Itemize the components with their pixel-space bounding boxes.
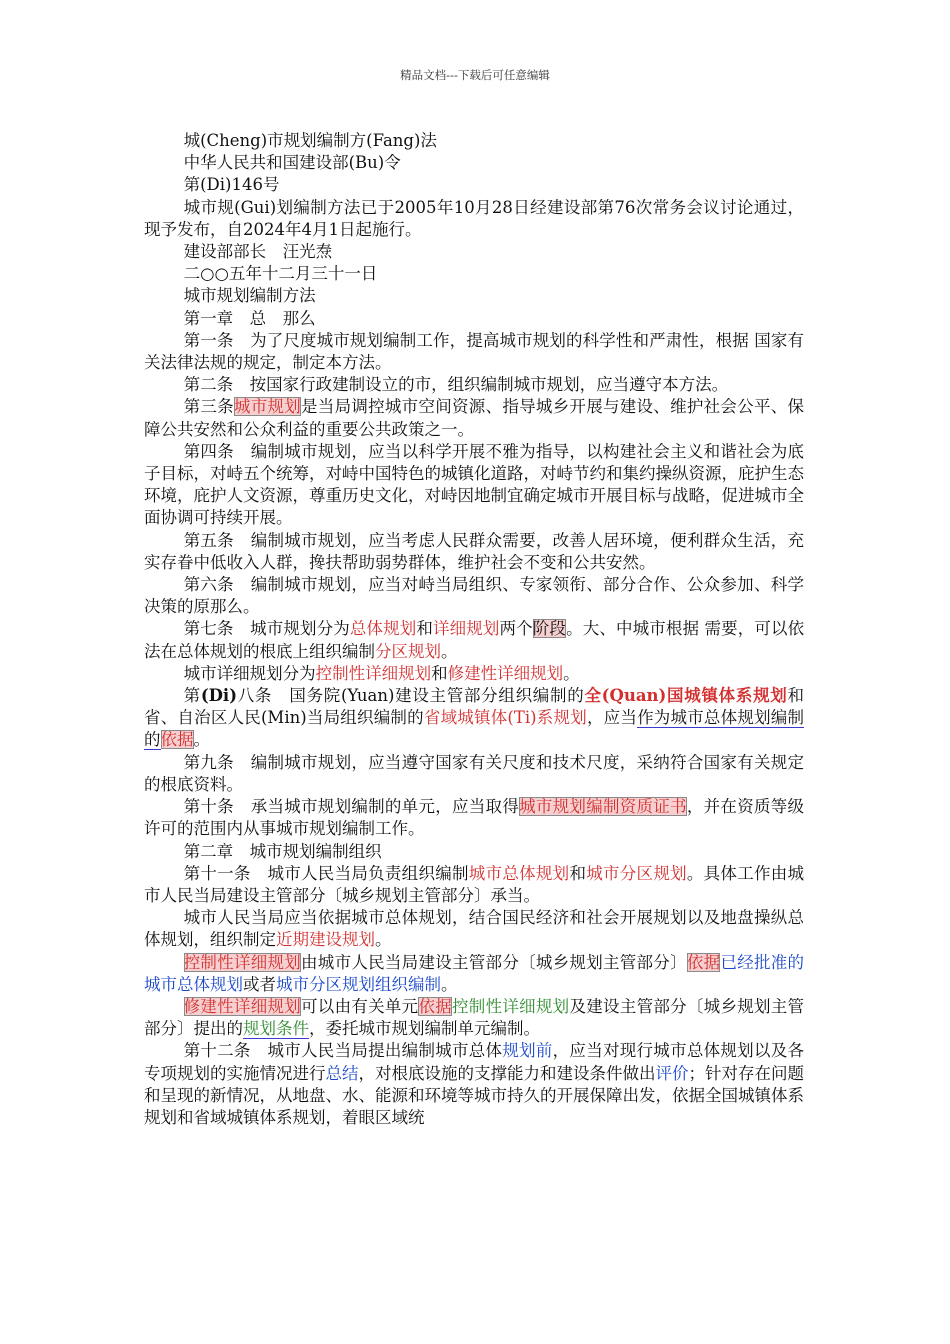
highlight-box: 控制性详细规划 bbox=[183, 952, 302, 972]
red-term: 城市总体规划 bbox=[468, 863, 570, 883]
article-3 bbox=[144, 396, 804, 440]
article-4: 第四条 编制城市规划，应当以科学开展不雅为指导，以构建社会主义和谐社会为底子目标，对峙五个统筹，对峙中国特色的城镇化道路，对峙节约和集约操纵资源，庇护生态环境，庇护人文资源，尊重历史文化，对峙因地制宜确定城市开展目标与战略，促进城市全面协调可持续开展。 bbox=[144, 441, 804, 528]
article-1: 第一条 为了尺度城市规划编制工作，提高城市规划的科学性和严肃性，根据 国家有关法律法规的规定，制定本方法。 bbox=[144, 330, 804, 373]
red-term: 全(Quan)国城镇体系规划 bbox=[584, 686, 788, 706]
text-run: ，委托城市规划编制单元编制。 bbox=[309, 1019, 540, 1039]
text-run: 。大、中城市根据 需要，可以依法在总体规划的根底上组织编制 bbox=[144, 619, 805, 661]
text-run: 。 bbox=[563, 663, 580, 683]
text-run: 八条 国务院(Yuan)建设主管部分组织编制的 bbox=[237, 686, 585, 706]
text-run: 。 bbox=[375, 930, 392, 950]
text-run: 。具体工作由城市人民当局建设主管部分〔城乡规划主管部分〕承当。 bbox=[144, 863, 805, 905]
text-run: 和 bbox=[569, 863, 587, 883]
highlight-box: 依据 bbox=[160, 730, 194, 750]
green-term: 规划条件 bbox=[243, 1019, 309, 1039]
chapter-heading: 第二章 城市规划编制组织 bbox=[183, 841, 382, 861]
article-7-detail bbox=[144, 663, 804, 685]
article-11-c bbox=[144, 952, 804, 996]
text-run: 。 bbox=[441, 974, 458, 994]
article-11 bbox=[144, 863, 804, 907]
article-2: 第二条 按国家行政建制设立的市，组织编制城市规划，应当遵守本方法。 bbox=[183, 375, 729, 395]
text-run: 由城市人民当局建设主管部分〔城乡规划主管部分〕 bbox=[301, 952, 687, 972]
red-term: 总体规划 bbox=[349, 619, 417, 639]
page-header: 精品文档---下载后可任意编辑 bbox=[400, 68, 550, 82]
green-term: 控制性详细规划 bbox=[452, 996, 570, 1016]
article-9: 第九条 编制城市规划，应当遵守国家有关尺度和技术尺度，采纳符合国家有关规定的根底资料。 bbox=[144, 752, 804, 794]
blue-term: 评价 bbox=[655, 1063, 689, 1083]
signer: 建设部部长 汪光焘 bbox=[183, 242, 333, 262]
text-run: 第十一条 城市人民当局负责组织编制 bbox=[183, 863, 469, 883]
text-run: 城市人民当局应当依据城市总体规划，结合国民经济和社会开展规划以及地盘操纵总体规划，组织制定 bbox=[144, 908, 804, 950]
red-term: 近期建设规划 bbox=[276, 930, 375, 950]
article-5: 第五条 编制城市规划，应当考虑人民群众需要，改善人居环境，便利群众生活，充实存眷中低收入人群，搀扶帮助弱势群体，维护社会不变和公共安然。 bbox=[144, 530, 804, 572]
highlight-box: 阶段 bbox=[532, 619, 567, 639]
text-run: 城市详细规划分为 bbox=[183, 663, 316, 683]
article-10 bbox=[144, 796, 804, 840]
doc-title: 城市规划编制方法 bbox=[183, 286, 316, 306]
document-body bbox=[144, 130, 804, 1129]
red-term: 分区规划 bbox=[375, 641, 441, 661]
intro-paragraph: 城市规(Gui)划编制方法已于2005年10月28日经建设部第76次常务会议讨论通过，现予发布，自2024年4月1日起施行。 bbox=[144, 197, 804, 239]
article-11-b bbox=[144, 907, 804, 951]
article-12 bbox=[144, 1040, 804, 1129]
text-run: 第十条 承当城市规划编制的单元，应当取得 bbox=[183, 797, 520, 817]
text-run: ，并在资质等级许可的范围内从事城市规划编制工作。 bbox=[144, 797, 805, 839]
text-run: 或者 bbox=[243, 974, 276, 994]
article-11-d bbox=[144, 996, 804, 1040]
red-term: 城市分区规划 bbox=[586, 863, 687, 883]
chapter-heading: 第一章 总 那么 bbox=[183, 308, 316, 328]
text-run: 及建设主管部分〔城乡规划主管部分〕提出的 bbox=[144, 996, 805, 1039]
article-8 bbox=[144, 685, 804, 752]
article-7 bbox=[144, 618, 804, 662]
article-6: 第六条 编制城市规划，应当对峙当局组织、专家领衔、部分合作、公众参加、科学决策的原那么。 bbox=[144, 575, 804, 617]
blue-term: 规划前 bbox=[502, 1041, 553, 1061]
text-run: (Di) bbox=[200, 686, 238, 706]
highlight-box: 城市规划 bbox=[233, 397, 302, 417]
title-line: 城(Cheng)市规划编制方(Fang)法 bbox=[183, 131, 437, 150]
blue-term: 城市分区规划组织编制 bbox=[276, 974, 441, 994]
red-term: 详细规划 bbox=[433, 619, 500, 639]
blue-term: 总结 bbox=[325, 1063, 359, 1083]
text-run: ，对根底设施的支撑能力和建设条件做出 bbox=[358, 1063, 656, 1083]
title-line: 第(Di)146号 bbox=[183, 175, 280, 195]
text-run: 第七条 城市规划分为 bbox=[183, 619, 350, 639]
text-run: 第十二条 城市人民当局提出编制城市总体 bbox=[183, 1041, 503, 1061]
text-run: 两个 bbox=[499, 619, 533, 639]
text-run: ，应当对现行城市总体规划以及各专项规划的实施情况进行 bbox=[144, 1041, 805, 1083]
underlined-term: 作为城市总体规划编制的 bbox=[144, 708, 804, 750]
text-run: 第 bbox=[183, 686, 201, 706]
title-line: 中华人民共和国建设部(Bu)令 bbox=[183, 153, 401, 173]
red-term: 控制性详细规划 bbox=[315, 663, 432, 683]
highlight-box: 城市规划编制资质证书 bbox=[519, 797, 687, 817]
text-run: 和 bbox=[416, 619, 434, 639]
highlight-box: 修建性详细规划 bbox=[183, 996, 302, 1016]
text-run: 。 bbox=[441, 641, 458, 661]
text-run: 是当局调控城市空间资源、指导城乡开展与建设、维护社会公平、保障公共安然和公众利益的重要公共政策之一。 bbox=[144, 397, 805, 439]
text-run: 和 bbox=[431, 663, 448, 683]
text-run: 可以由有关单元 bbox=[301, 996, 419, 1016]
blue-term: 已经批准的城市总体规划 bbox=[144, 952, 805, 994]
text-run: 。 bbox=[193, 730, 210, 750]
text-run: 和省、自治区人民(Min)当局组织编制的 bbox=[144, 686, 804, 728]
text-run: ，应当 bbox=[586, 708, 638, 728]
highlight-box: 依据 bbox=[418, 996, 453, 1016]
text-run: ；针对存在问题和呈现的新情况，从地盘、水、能源和环境等城市持久的开展保障出发，依据全国城镇体系规划和省域城镇体系规划，着眼区域统 bbox=[144, 1063, 804, 1127]
red-term: 修建性详细规划 bbox=[447, 663, 564, 683]
date: 二○○五年十二月三十一日 bbox=[183, 264, 378, 284]
highlight-box: 依据 bbox=[686, 952, 721, 972]
text-run: 第三条 bbox=[183, 397, 234, 417]
red-term: 省域城镇体(Ti)系规划 bbox=[423, 708, 587, 728]
